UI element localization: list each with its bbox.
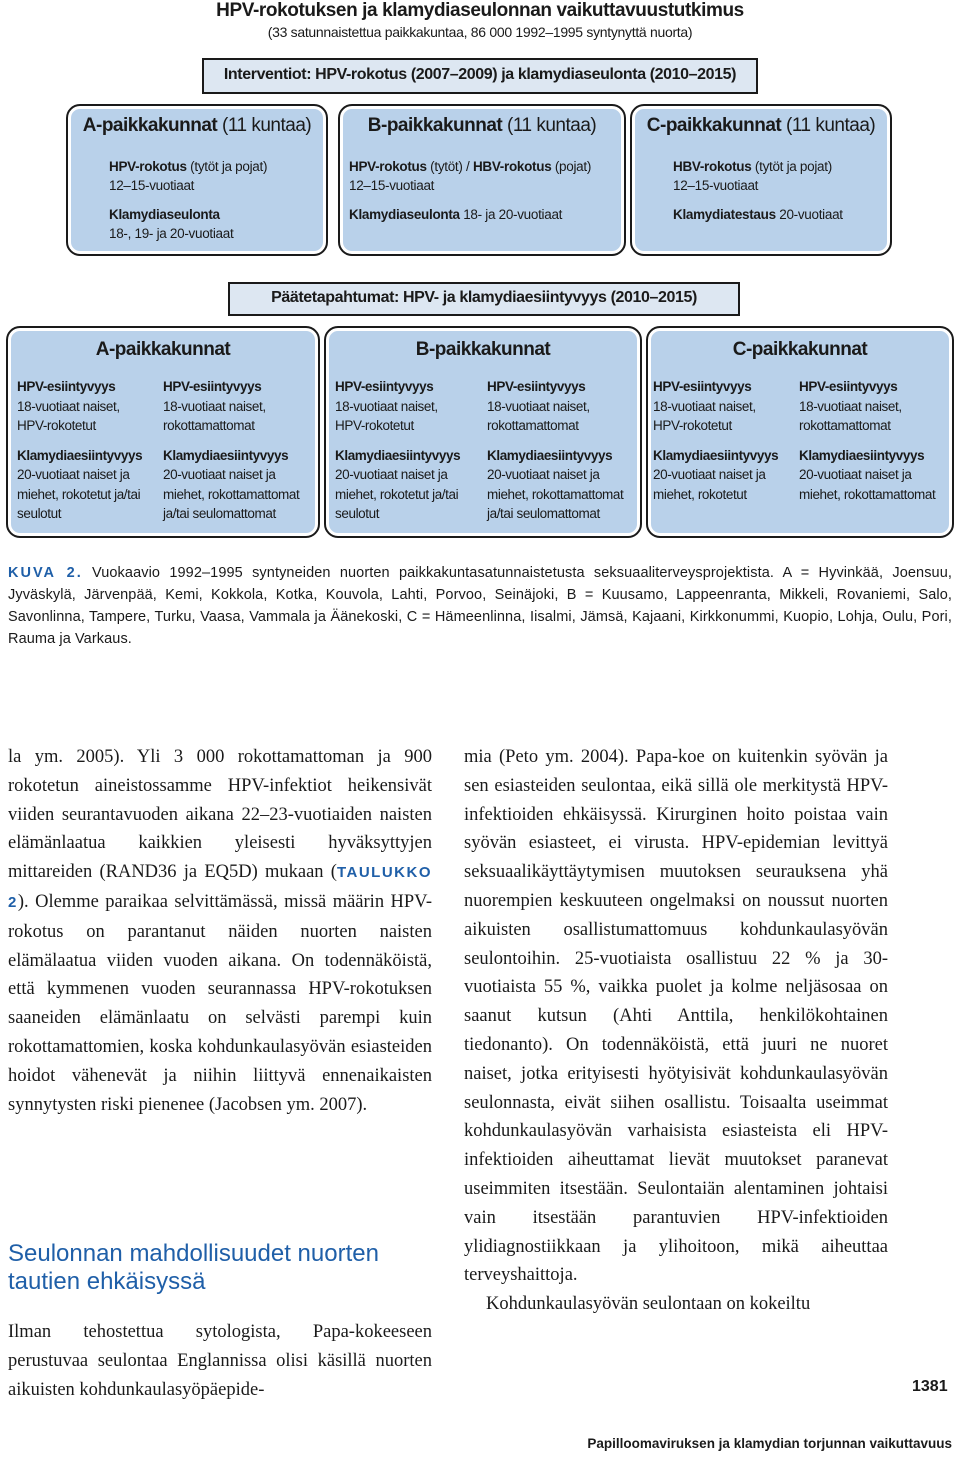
text-block: HPV-esiintyvyys 18-vuotiaat naiset, HPV-rokotetut (335, 379, 438, 433)
text-block: HPV-rokotus (tytöt ja pojat) 12–15-vuotiaat (109, 159, 268, 193)
intervention-box-a (68, 106, 326, 254)
text-column-left (8, 743, 432, 1119)
interventions-banner: Interventiot: HPV-rokotus (2007–2009) ja klamydiaseulonta (2010–2015) (202, 58, 758, 94)
text-block: Klamydiaseulonta 18- ja 20-vuotiaat (349, 207, 563, 222)
box-heading: A-paikkakunnat (95, 339, 231, 360)
text-block: HPV-esiintyvyys 18-vuotiaat naiset, HPV-rokotetut (653, 379, 756, 433)
outcome-box-c (648, 328, 952, 536)
outcome-box-a (8, 328, 318, 536)
box-heading: B-paikkakunnat (415, 339, 551, 360)
intervention-box-b (340, 106, 624, 254)
figure-title: HPV-rokotuksen ja klamydiaseulonnan vaikuttavuustutkimus (216, 0, 744, 21)
figure-caption (8, 562, 952, 650)
outcome-column-vaccinated (653, 377, 778, 514)
text-block: Klamydiaesiintyvyys 20-vuotiaat naiset ja miehet, rokottamattomat ja/tai seulomattomat (487, 447, 624, 521)
outcome-box-b (326, 328, 640, 536)
text-block: Klamydiatestaus 20-vuotiaat (673, 207, 843, 222)
outcome-column-unvaccinated (487, 377, 623, 534)
text-block: HPV-esiintyvyys 18-vuotiaat naiset, HPV-rokotetut (17, 379, 120, 433)
text-block: Klamydiaesiintyvyys 20-vuotiaat naiset ja miehet, rokotetut ja/tai seulotut (335, 447, 461, 521)
section-heading: Seulonnan mahdollisuudet nuorten tautien ehkäisyssä (8, 1240, 379, 1295)
box-heading: A-paikkakunnat (11 kuntaa) (82, 115, 312, 136)
box-body (109, 157, 267, 253)
outcome-column-unvaccinated (799, 377, 935, 514)
paragraph: Ilman tehostettua sytologista, Papa-kokeeseen perustuvaa seulontaa Englannissa olisi käsillä nuorten aikuisten kohdunkaulasyöpäepide- (8, 1322, 432, 1400)
running-footer: Papilloomaviruksen ja klamydian torjunnan vaikuttavuus (587, 1436, 952, 1451)
text-block: HPV-esiintyvyys 18-vuotiaat naiset, rokottamattomat (163, 379, 266, 433)
text-block: Klamydiaesiintyvyys 20-vuotiaat naiset ja miehet, rokottamattomat (799, 447, 936, 502)
outcomes-banner: Päätetapahtumat: HPV- ja klamydiaesiintyvyys (2010–2015) (228, 282, 740, 316)
text-block: Klamydiaseulonta 18-, 19- ja 20-vuotiaat (109, 207, 234, 241)
outcome-column-unvaccinated (163, 377, 299, 534)
text-block: HPV-esiintyvyys 18-vuotiaat naiset, rokottamattomat (799, 379, 902, 433)
box-heading: B-paikkakunnat (11 kuntaa) (367, 115, 597, 136)
box-heading: C-paikkakunnat (732, 339, 868, 360)
page-number: 1381 (912, 1378, 948, 1395)
text-block: HPV-esiintyvyys 18-vuotiaat naiset, rokottamattomat (487, 379, 590, 433)
outcome-column-vaccinated (335, 377, 460, 534)
box-body (349, 157, 591, 234)
text-column-left-2 (8, 1318, 432, 1404)
box-body (673, 157, 843, 234)
text-block: HBV-rokotus (tytöt ja pojat) 12–15-vuotiaat (673, 159, 832, 193)
text-block: HPV-rokotus (tytöt) / HBV-rokotus (pojat) 12–15-vuotiaat (349, 159, 592, 193)
outcome-column-vaccinated (17, 377, 142, 534)
paragraph: mia (Peto ym. 2004). Papa-koe on kuitenkin syövän ja sen esiasteiden seulontaa, eikä sillä ole merkitystä HPV-infektioiden ehkäisyssä. Kirurginen hoito poistaa vain syövän esiasteet, ei virusta. HPV-epidemian levittyä seksuaalikäyttäytymisen muutoksen seurauksena yhä nuorempien keskuuteen ongelmaksi on noussut nuorten aikuisten osallistumattomuus kohdunkaulasyövän seulontoihin. 25-vuotiaista osallistuu 22 % ja 30-vuotiaista 55 %, vaikka puolet ja kolme neljäsosaa on saanut kutsun (Ahti Anttila, henkilökohtainen tiedonanto). On todennäköistä, että juuri ne nuoret naiset, jotka erityisesti hyötyisivät kohdunkaulasyövän seulonnasta, eivät siihen osallistu. Toisaalta useimmat kohdunkaulasyövän varhaisista esiasteista eli HPV-infektioiden aiheuttamat lievät muutokset paranevat useimmiten itsestään. Seulontaiän alentaminen johtaisi vain itsestään parantuvien HPV-infektioiden ylidiagnostiikkaan ja ylihoitoon, mikä aiheuttaa terveyshaittoja. (464, 747, 888, 1286)
table-reference: TAULUKKO 2 (8, 864, 432, 911)
text-block: Klamydiaesiintyvyys 20-vuotiaat naiset ja miehet, rokottamattomat ja/tai seulomattomat (163, 447, 300, 521)
paragraph: la ym. 2005). Yli 3 000 rokottamattoman ja 900 rokotetun aineistossamme HPV-infektiot heikensivät viiden seurantavuoden aikana 22–23-vuotiaiden naisten elämänlaatua kaikkien yleisesti hyväksyttyjen mittareiden (RAND36 ja EQ5D) mukaan (TAULUKKO 2). Olemme paraikaa selvittämässä, missä määrin HPV-rokotus on parantanut näiden nuorten naisten elämälaatua viiden vuoden aikana. On todennäköistä, että kymmenen vuoden seurannassa HPV-rokotuksen saaneiden elämänlaatu on selvästi parempi kuin rokottamattomien, koska kohdunkaulasyövän esiasteiden hoidot vähenevät ja niihin liittyvä ennenaikaisten synnytysten riski pienenee (Jacobsen ym. 2007). (8, 747, 432, 1115)
caption-text: Vuokaavio 1992–1995 syntyneiden nuorten paikkakuntasatunnaistetusta seksuaaliterveysprojektista. A = Hyvinkää, Joensuu, Jyväskylä, Järvenpää, Kemi, Kokkola, Kotka, Kouvola, Lahti, Porvoo, Seinäjoki, B = Kuusamo, Lappeenranta, Mikkeli, Rovaniemi, Salo, Savonlinna, Tampere, Turku, Vaasa, Vammala ja Äänekoski, C = Hämeenlinna, Iisalmi, Jämsä, Kajaani, Kirkkonummi, Kuopio, Lohja, Oulu, Pori, Rauma ja Varkaus. (8, 565, 952, 647)
text-column-right (464, 743, 888, 1319)
text-block: Klamydiaesiintyvyys 20-vuotiaat naiset ja miehet, rokotetut (653, 447, 779, 502)
caption-label: KUVA 2. (8, 565, 83, 581)
figure-subtitle: (33 satunnaistettua paikkakuntaa, 86 000 1992–1995 syntynyttä nuorta) (267, 24, 693, 40)
box-heading: C-paikkakunnat (11 kuntaa) (646, 115, 876, 136)
paragraph: Kohdunkaulasyövän seulontaan on kokeiltu (486, 1294, 811, 1315)
intervention-box-c (632, 106, 890, 254)
text-block: Klamydiaesiintyvyys 20-vuotiaat naiset ja miehet, rokotetut ja/tai seulotut (17, 447, 143, 521)
